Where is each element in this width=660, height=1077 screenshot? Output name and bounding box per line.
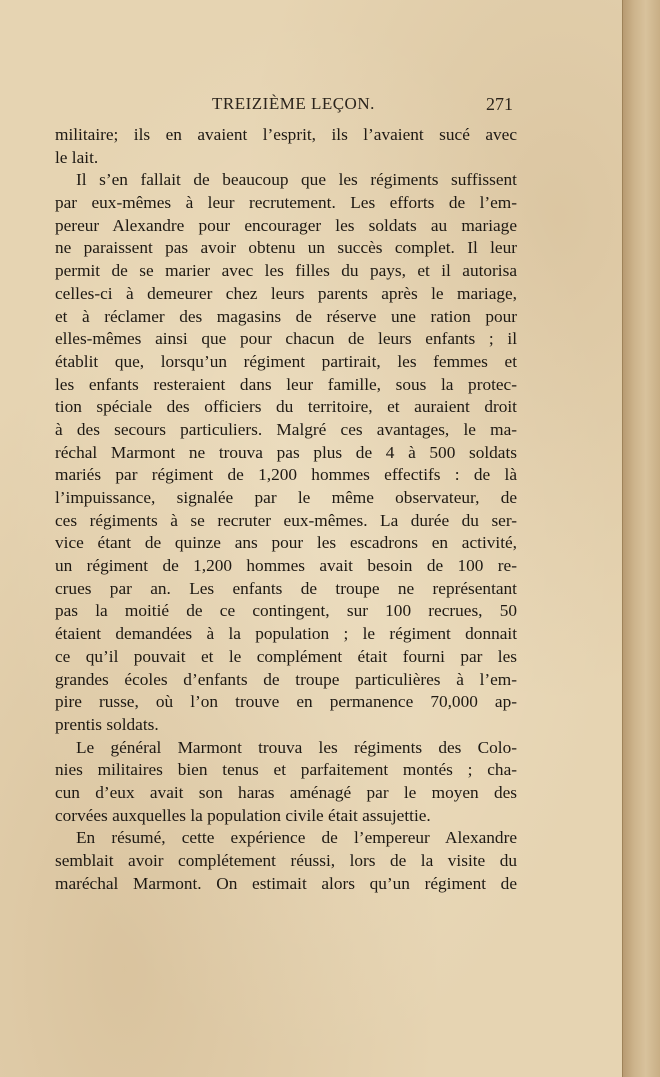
- text-line: réchal Marmont ne trouva pas plus de 4 à 500 soldats: [55, 442, 517, 462]
- text-line: à des secours particuliers. Malgré ces avantages, le ma-: [55, 419, 517, 439]
- page-number: 271: [486, 94, 513, 114]
- text-line: les enfants resteraient dans leur famille, sous la protec-: [55, 374, 517, 394]
- text-line: pire russe, où l’on trouve en permanence 70,000 ap-: [55, 692, 517, 712]
- text-line: ces régiments à se recruter eux-mêmes. La durée du ser-: [55, 510, 517, 530]
- text-line: grandes écoles d’enfants de troupe particulières à l’em-: [55, 669, 517, 689]
- text-line: semblait avoir complétement réussi, lors de la visite du: [55, 851, 517, 870]
- text-line: militaire; ils en avaient l’esprit, ils l’avaient sucé avec: [55, 125, 517, 144]
- text-line: nies militaires bien tenus et parfaitement montés ; cha-: [55, 760, 517, 780]
- text-line: ce qu’il pouvait et le complément était fourni par les: [55, 646, 517, 666]
- text-line: mariés par régiment de 1,200 hommes effectifs : de là: [55, 465, 517, 485]
- text-line: maréchal Marmont. On estimait alors qu’un régiment de: [55, 873, 517, 893]
- paragraph: [55, 169, 517, 736]
- paragraph: [55, 124, 517, 169]
- text-line: prentis soldats.: [55, 714, 159, 734]
- text-line: ne paraissent pas avoir obtenu un succès complet. Il leur: [55, 238, 517, 258]
- text-line: un régiment de 1,200 hommes avait besoin de 100 re-: [55, 556, 517, 576]
- text-line: En résumé, cette expérience de l’empereur Alexandre: [76, 828, 517, 848]
- text-line: l’impuissance, signalée par le même observateur, de: [55, 488, 517, 507]
- text-line: par eux-mêmes à leur recrutement. Les efforts de l’em-: [55, 193, 517, 213]
- paragraph: [55, 827, 517, 895]
- text-line: et à réclamer des magasins de réserve une ration pour: [55, 306, 517, 326]
- text-line: Le général Marmont trouva les régiments des Colo-: [76, 737, 517, 757]
- text-line: Il s’en fallait de beaucoup que les régiments suffissent: [76, 170, 517, 190]
- text-line: celles-ci à demeurer chez leurs parents après le mariage,: [55, 283, 517, 303]
- text-line: vice étant de quinze ans pour les escadrons en activité,: [55, 533, 517, 553]
- body-text: [55, 124, 517, 895]
- paragraph: [55, 737, 517, 828]
- text-line: corvées auxquelles la population civile était assujettie.: [55, 805, 431, 825]
- text-line: elles-mêmes ainsi que pour chacun de leurs enfants ; il: [55, 329, 517, 349]
- page-edge: [622, 0, 660, 1077]
- text-line: établit que, lorsqu’un régiment partirait, les femmes et: [55, 351, 517, 371]
- text-line: crues par an. Les enfants de troupe ne représentant: [55, 578, 517, 598]
- text-line: le lait.: [55, 147, 99, 167]
- text-line: tion spéciale des officiers du territoire, et auraient droit: [55, 397, 517, 417]
- text-line: permit de se marier avec les filles du pays, et il autorisa: [55, 261, 517, 281]
- text-line: étaient demandées à la population ; le régiment donnait: [55, 624, 517, 644]
- text-line: pas la moitié de ce contingent, sur 100 recrues, 50: [55, 601, 517, 621]
- running-head: [0, 94, 622, 124]
- text-line: cun d’eux avait son haras aménagé par le moyen des: [55, 782, 517, 802]
- text-line: pereur Alexandre pour encourager les soldats au mariage: [55, 215, 517, 235]
- chapter-title: TREIZIÈME LEÇON.: [212, 94, 375, 113]
